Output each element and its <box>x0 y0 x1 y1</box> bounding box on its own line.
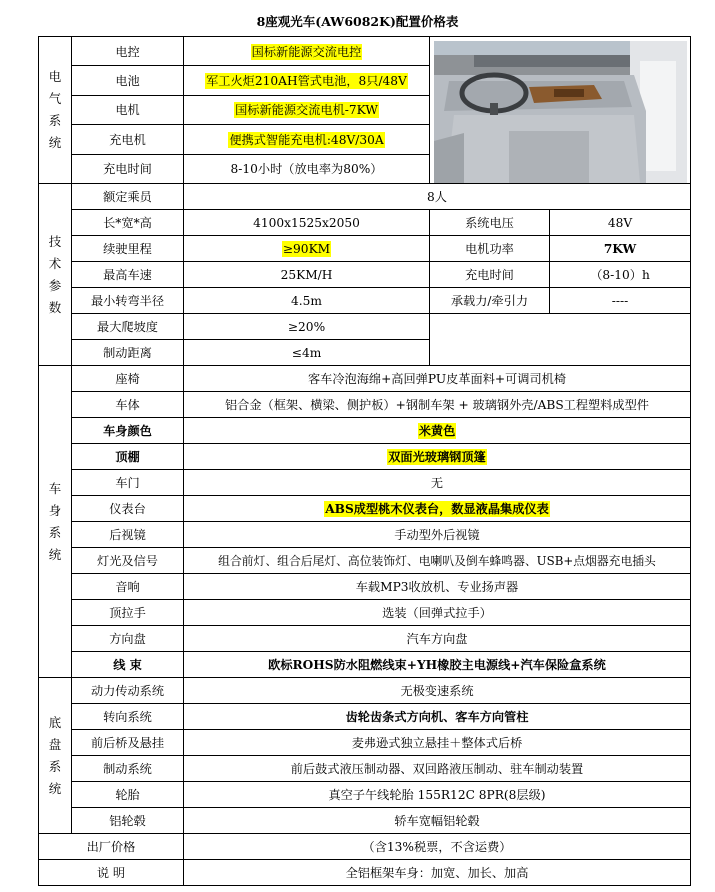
row-tech-climb <box>39 314 691 340</box>
value-tech-range: ≥90KM <box>282 241 331 256</box>
empty-cell <box>430 314 691 366</box>
row-body-audio <box>39 574 691 600</box>
value-tech-climb: ≥20% <box>184 314 430 340</box>
value-electrical-charge-time: 8-10小时（放电率为80%） <box>184 154 430 183</box>
label-body-color: 车身颜色 <box>72 418 184 444</box>
row-chassis-drive <box>39 678 691 704</box>
row-tech-passengers <box>39 184 691 210</box>
value-price: （含13%税票，不含运费） <box>184 834 691 860</box>
row-tech-range <box>39 236 691 262</box>
row-tech-turn-radius <box>39 288 691 314</box>
label-body-audio: 音响 <box>72 574 184 600</box>
label-body-seat: 座椅 <box>72 366 184 392</box>
label-body-dashboard: 仪表台 <box>72 496 184 522</box>
label-tech-charge-time: 充电时间 <box>430 262 550 288</box>
value-body-color: 米黄色 <box>418 424 456 438</box>
row-electrical-control <box>39 37 691 66</box>
label-electrical-motor: 电机 <box>72 95 184 124</box>
value-body-dashboard: ABS成型桃木仪表台，数显液晶集成仪表 <box>325 502 549 516</box>
value-body-handle: 选装（回弹式拉手） <box>184 600 691 626</box>
row-tech-max-speed <box>39 262 691 288</box>
row-tech-dimensions <box>39 210 691 236</box>
value-body-lights: 组合前灯、组合后尾灯、高位装饰灯、电喇叭及倒车蜂鸣器、USB+点烟器充电插头 <box>184 548 691 574</box>
dashboard-photo-illustration <box>434 41 687 183</box>
label-body-frame: 车体 <box>72 392 184 418</box>
section-chassis: 底 盘 系 统 <box>39 678 72 834</box>
label-tech-turn-radius: 最小转弯半径 <box>72 288 184 314</box>
label-electrical-charger: 充电机 <box>72 125 184 154</box>
value-chassis-braking: 前后鼓式液压制动器、双回路液压制动、驻车制动装置 <box>184 756 691 782</box>
value-tech-passengers: 8人 <box>184 184 691 210</box>
label-electrical-charge-time: 充电时间 <box>72 154 184 183</box>
row-chassis-rims <box>39 808 691 834</box>
value-chassis-steering: 齿轮齿条式方向机、客车方向管柱 <box>184 704 691 730</box>
section-body: 车 身 系 统 <box>39 366 72 678</box>
row-body-door <box>39 470 691 496</box>
value-chassis-tires: 真空子午线轮胎 155R12C 8PR(8层级) <box>184 782 691 808</box>
value-electrical-control: 国标新能源交流电控 <box>251 44 362 59</box>
value-body-door: 无 <box>184 470 691 496</box>
row-body-seat <box>39 366 691 392</box>
row-note <box>39 860 691 886</box>
value-chassis-drive: 无极变速系统 <box>184 678 691 704</box>
label-body-mirror: 后视镜 <box>72 522 184 548</box>
row-chassis-tires <box>39 782 691 808</box>
value-tech-turn-radius: 4.5m <box>184 288 430 314</box>
vehicle-interior-photo <box>430 37 691 184</box>
row-chassis-steering <box>39 704 691 730</box>
value-body-steering-wheel: 汽车方向盘 <box>184 626 691 652</box>
value-body-frame: 铝合金（框架、横梁、侧护板）+钢制车架 + 玻璃钢外壳/ABS工程塑料成型件 <box>184 392 691 418</box>
row-body-roof <box>39 444 691 470</box>
value-body-seat: 客车冷泡海绵+高回弹PU皮革面料+可调司机椅 <box>184 366 691 392</box>
row-price <box>39 834 691 860</box>
label-body-roof: 顶棚 <box>72 444 184 470</box>
label-tech-max-speed: 最高车速 <box>72 262 184 288</box>
value-tech-voltage: 48V <box>550 210 691 236</box>
label-tech-climb: 最大爬坡度 <box>72 314 184 340</box>
section-electrical: 电 气 系 统 <box>39 37 72 184</box>
label-body-harness: 线 束 <box>72 652 184 678</box>
row-body-steering-wheel <box>39 626 691 652</box>
row-chassis-suspension <box>39 730 691 756</box>
label-tech-brake: 制动距离 <box>72 340 184 366</box>
label-price: 出厂价格 <box>39 834 184 860</box>
label-tech-load: 承载力/牵引力 <box>430 288 550 314</box>
value-tech-charge-time: （8-10）h <box>550 262 691 288</box>
label-tech-voltage: 系统电压 <box>430 210 550 236</box>
value-electrical-charger: 便携式智能充电机:48V/30A <box>229 132 384 147</box>
row-body-frame <box>39 392 691 418</box>
label-note: 说 明 <box>39 860 184 886</box>
sheet-title: 8座观光车(AW6082K)配置价格表 <box>256 14 459 29</box>
spec-table <box>38 36 691 886</box>
label-chassis-suspension: 前后桥及悬挂 <box>72 730 184 756</box>
label-chassis-tires: 轮胎 <box>72 782 184 808</box>
row-chassis-braking <box>39 756 691 782</box>
label-tech-passengers: 额定乘员 <box>72 184 184 210</box>
value-tech-max-speed: 25KM/H <box>184 262 430 288</box>
value-body-mirror: 手动型外后视镜 <box>184 522 691 548</box>
value-chassis-suspension: 麦弗逊式独立悬挂＋整体式后桥 <box>184 730 691 756</box>
value-body-audio: 车载MP3收放机、专业扬声器 <box>184 574 691 600</box>
label-body-door: 车门 <box>72 470 184 496</box>
label-electrical-battery: 电池 <box>72 66 184 95</box>
value-tech-load: ---- <box>550 288 691 314</box>
label-electrical-control: 电控 <box>72 37 184 66</box>
value-tech-motor-power: 7KW <box>550 236 691 262</box>
label-chassis-rims: 铝轮毂 <box>72 808 184 834</box>
value-body-roof: 双面光玻璃钢顶篷 <box>388 450 486 464</box>
value-tech-dimensions: 4100x1525x2050 <box>184 210 430 236</box>
label-tech-motor-power: 电机功率 <box>430 236 550 262</box>
value-electrical-battery: 军工火炬210AH管式电池，8只/48V <box>206 74 407 89</box>
row-body-mirror <box>39 522 691 548</box>
row-body-harness <box>39 652 691 678</box>
label-chassis-drive: 动力传动系统 <box>72 678 184 704</box>
value-electrical-motor: 国标新能源交流电机-7KW <box>235 103 378 118</box>
value-note: 全铝框架车身：加宽、加长、加高 <box>184 860 691 886</box>
row-body-handle <box>39 600 691 626</box>
value-tech-brake: ≤4m <box>184 340 430 366</box>
label-body-steering-wheel: 方向盘 <box>72 626 184 652</box>
label-tech-range: 续驶里程 <box>72 236 184 262</box>
label-chassis-steering: 转向系统 <box>72 704 184 730</box>
value-chassis-rims: 轿车宽幅铝轮毂 <box>184 808 691 834</box>
row-body-color <box>39 418 691 444</box>
label-body-handle: 顶拉手 <box>72 600 184 626</box>
row-body-lights <box>39 548 691 574</box>
value-body-harness: 欧标ROHS防水阻燃线束+YH橡胶主电源线+汽车保险盒系统 <box>184 652 691 678</box>
row-body-dashboard <box>39 496 691 522</box>
label-body-lights: 灯光及信号 <box>72 548 184 574</box>
section-technical: 技 术 参 数 <box>39 184 72 366</box>
label-chassis-braking: 制动系统 <box>72 756 184 782</box>
label-tech-dimensions: 长*宽*高 <box>72 210 184 236</box>
